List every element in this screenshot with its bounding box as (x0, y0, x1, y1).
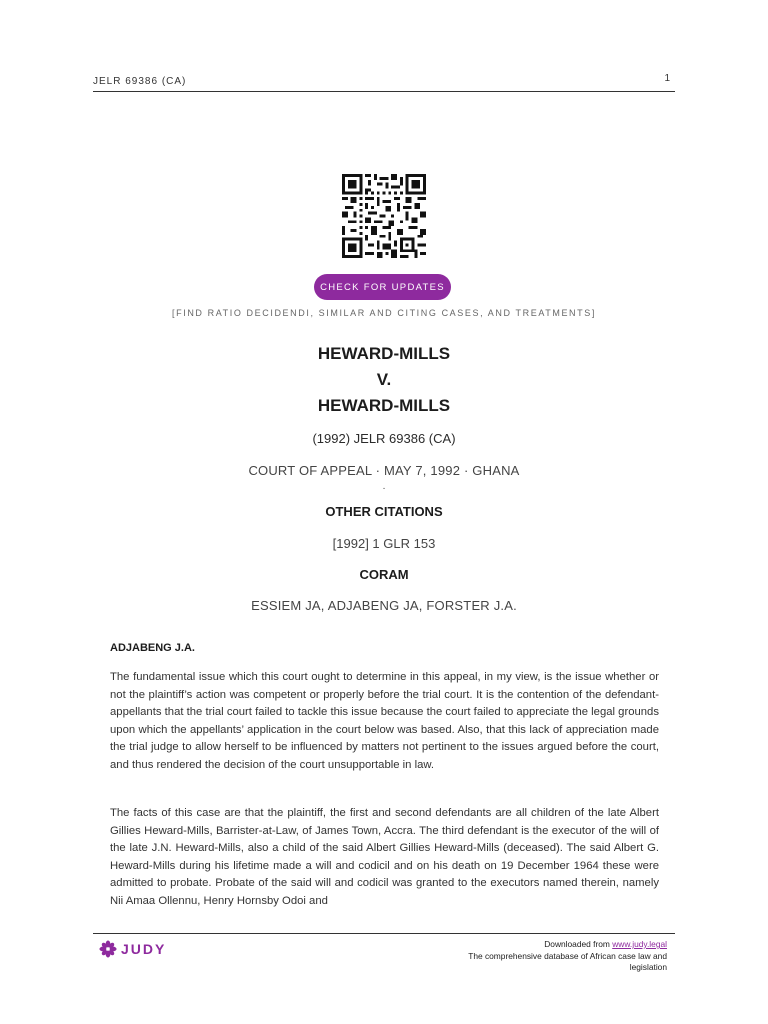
case-title (0, 341, 768, 419)
judy-logo[interactable] (99, 940, 166, 958)
body-paragraph: The facts of this case are that the plaintiff, the first and second defendants are all children of the late Albert Gillies Heward-Mills, Barrister-at-Law, of James Town, Accra. The third defendant is the executor of the will of the late J.N. Heward-Mills, also a child of the said Albert Gillies Heward-Mills (deceased). The said Albert G. Heward-Mills during his lifetime made a will and codicil and on his death on 19 December 1964 these were admitted to probate. Probate of the said will and codicil was granted to the executors named therein, namely Nii Amaa Ollennu, Henry Hornsby Odoi and (110, 807, 659, 907)
coram-heading: CORAM (359, 567, 409, 582)
other-citations-heading: OTHER CITATIONS (325, 504, 443, 519)
page-number: 1 (664, 73, 670, 84)
footer-tagline-line-2: legislation (629, 962, 667, 972)
find-cases-note[interactable]: [FIND RATIO DECIDENDI, SIMILAR AND CITING CASES, AND TREATMENTS] (172, 308, 596, 318)
header-reference: JELR 69386 (CA) (93, 76, 187, 87)
logo-text: JUDY (121, 941, 167, 957)
flower-logo-icon (99, 940, 117, 958)
party-one: HEWARD-MILLS (317, 344, 451, 363)
footer-download-info (468, 939, 667, 974)
versus: V. (376, 370, 392, 389)
qr-code-icon[interactable] (341, 174, 427, 258)
other-citations-value: [1992] 1 GLR 153 (332, 536, 436, 551)
separator-dot: · (382, 483, 386, 494)
downloaded-from-text: Downloaded from (544, 939, 613, 949)
judge-name: ADJABENG J.A. (110, 642, 195, 654)
party-two: HEWARD-MILLS (317, 396, 451, 415)
judy-legal-link[interactable]: www.judy.legal (612, 939, 667, 949)
coram-value: ESSIEM JA, ADJABENG JA, FORSTER J.A. (251, 598, 517, 613)
header-divider (93, 91, 675, 92)
footer-tagline-line-1: The comprehensive database of African case law and (468, 950, 667, 961)
footer-divider (93, 933, 675, 934)
case-citation: (1992) JELR 69386 (CA) (312, 431, 456, 446)
body-paragraph: The fundamental issue which this court ought to determine in this appeal, in my view, is the issue whether or not the plaintiff’s action was competent or properly before the trial court. It is the contention of the defendant-appellants that the trial court failed to tackle this issue because the court failed to appreciate the legal grounds upon which the appellants’ application in the court below was based. Also, that this lack of appreciation made the trial judge to allow herself to be influenced by matters not pertinent to the issues argued before the court, and thus rendered the decision of the court unsupportable in law. (110, 671, 659, 771)
court-date-country: COURT OF APPEAL · MAY 7, 1992 · GHANA (248, 463, 520, 478)
check-for-updates-button[interactable]: CHECK FOR UPDATES (314, 274, 451, 300)
